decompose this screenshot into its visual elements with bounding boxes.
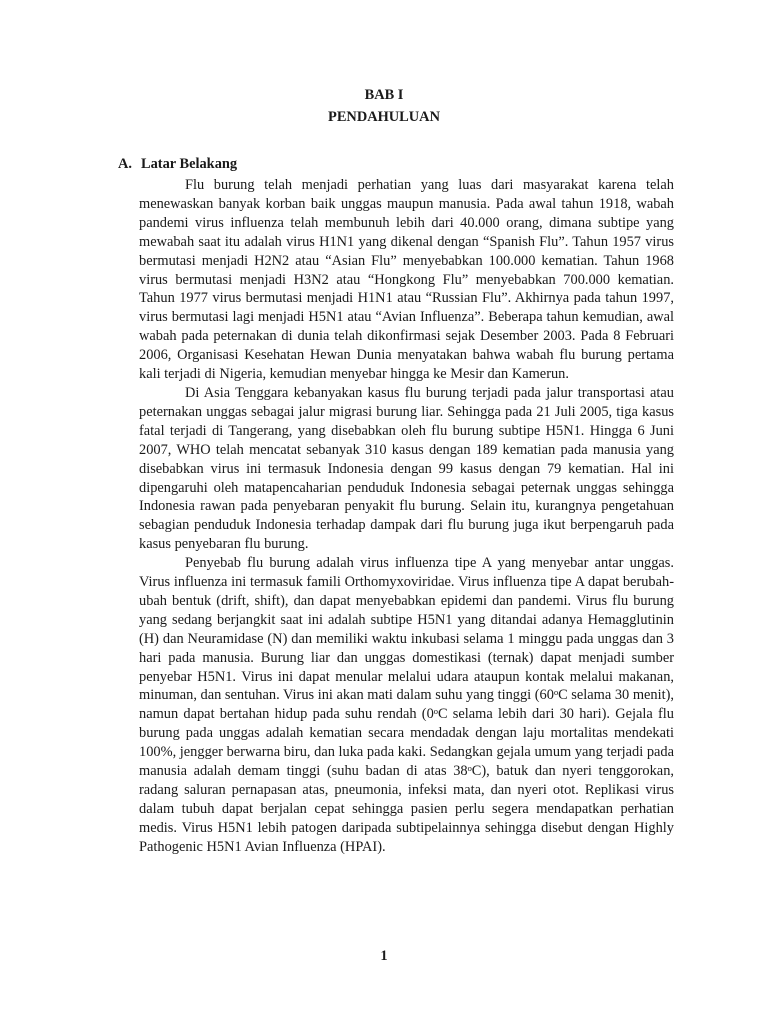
chapter-title: PENDAHULUAN [328,109,440,125]
page-number: 1 [380,948,388,964]
paragraph: Di Asia Tenggara kebanyakan kasus flu burung terjadi pada jalur transportasi atau peternakan unggas sebagai jalur migrasi burung liar. Sehingga pada 21 Juli 2005, tiga kasus fatal terjadi di Tangerang, yang disebabkan oleh flu burung subtipe H5N1. Hingga 6 Juni 2007, WHO telah mencatat sebanyak 310 kasus dengan 189 kematian pada manusia yang disebabkan virus ini termasuk Indonesia dengan 99 kasus dengan 79 kematian. Hal ini dipengaruhi oleh matapencaharian penduduk Indonesia sebagai peternak unggas sehingga Indonesia rawan pada penyebaran penyakit flu burung. Selain itu, kurangnya pengetahuan sebagian penduduk Indonesia terhadap dampak dari flu burung juga ikut berpengaruh pada kasus penyebaran flu burung. [139,384,674,553]
chapter-heading [0,84,768,128]
paragraph: Penyebab flu burung adalah virus influenza tipe A yang menyebar antar unggas. Virus influenza ini termasuk famili Orthomyxoviridae. Virus influenza tipe A dapat berubah-ubah bentuk (drift, shift), dan dapat menyebabkan epidemi dan pandemi. Virus flu burung yang sedang berjangkit saat ini adalah subtipe H5N1 yang ditandai adanya Hemagglutinin (H) dan Neuramidase (N) dan memiliki waktu inkubasi selama 1 minggu pada unggas dan 3 hari pada manusia. Burung liar dan unggas domestikasi (ternak) dapat menjadi sumber penyebar H5N1. Virus ini dapat menular melalui udara ataupun kontak melalui makanan, minuman, dan sentuhan. Virus ini akan mati dalam suhu yang tinggi (60ᵒC selama 30 menit), namun dapat bertahan hidup pada suhu rendah (0ᵒC selama lebih dari 30 hari). Gejala flu burung pada unggas adalah kematian secara mendadak dengan laju mortalitas mendekati 100%, jengger berwarna biru, dan luka pada kaki. Sedangkan gejala umum yang terjadi pada manusia adalah demam tinggi (suhu badan di atas 38ᵒC), batuk dan nyeri tenggorokan, radang saluran pernapasan atas, pneumonia, infeksi mata, dan nyeri otot. Replikasi virus dalam tubuh dapat berjalan cepat sehingga pasien perlu segera mendapatkan perhatian medis. Virus H5N1 lebih patogen daripada subtipelainnya sehingga disebut dengan Highly Pathogenic H5N1 Avian Influenza (HPAI). [139,555,674,855]
paragraph: Flu burung telah menjadi perhatian yang luas dari masyarakat karena telah menewaskan banyak korban baik unggas maupun manusia. Pada awal tahun 1918, wabah pandemi virus influenza telah membunuh lebih dari 40.000 orang, dimana subtipe yang mewabah saat itu adalah virus H1N1 yang dikenal dengan “Spanish Flu”. Tahun 1957 virus bermutasi menjadi H2N2 atau “Asian Flu” menyebabkan 100.000 kematian. Tahun 1968 virus bermutasi menjadi H3N2 atau “Hongkong Flu” menyebabkan 700.000 kematian. Tahun 1977 virus bermutasi menjadi H1N1 atau “Russian Flu”. Akhirnya pada tahun 1997, virus bermutasi lagi menjadi H5N1 atau “Avian Influenza”. Beberapa tahun kemudian, awal wabah pada peternakan di dunia telah dikonfirmasi sejak Desember 2003. Pada 8 Februari 2006, Organisasi Kesehatan Hewan Dunia menyatakan bahwa wabah flu burung pertama kali terjadi di Nigeria, kemudian menyebar hingga ke Mesir dan Kamerun. [139,177,674,383]
body-text [139,176,674,857]
section-heading [118,155,237,174]
section-letter: A. [118,156,132,172]
chapter-number: BAB I [364,87,404,103]
section-title: Latar Belakang [141,156,238,172]
